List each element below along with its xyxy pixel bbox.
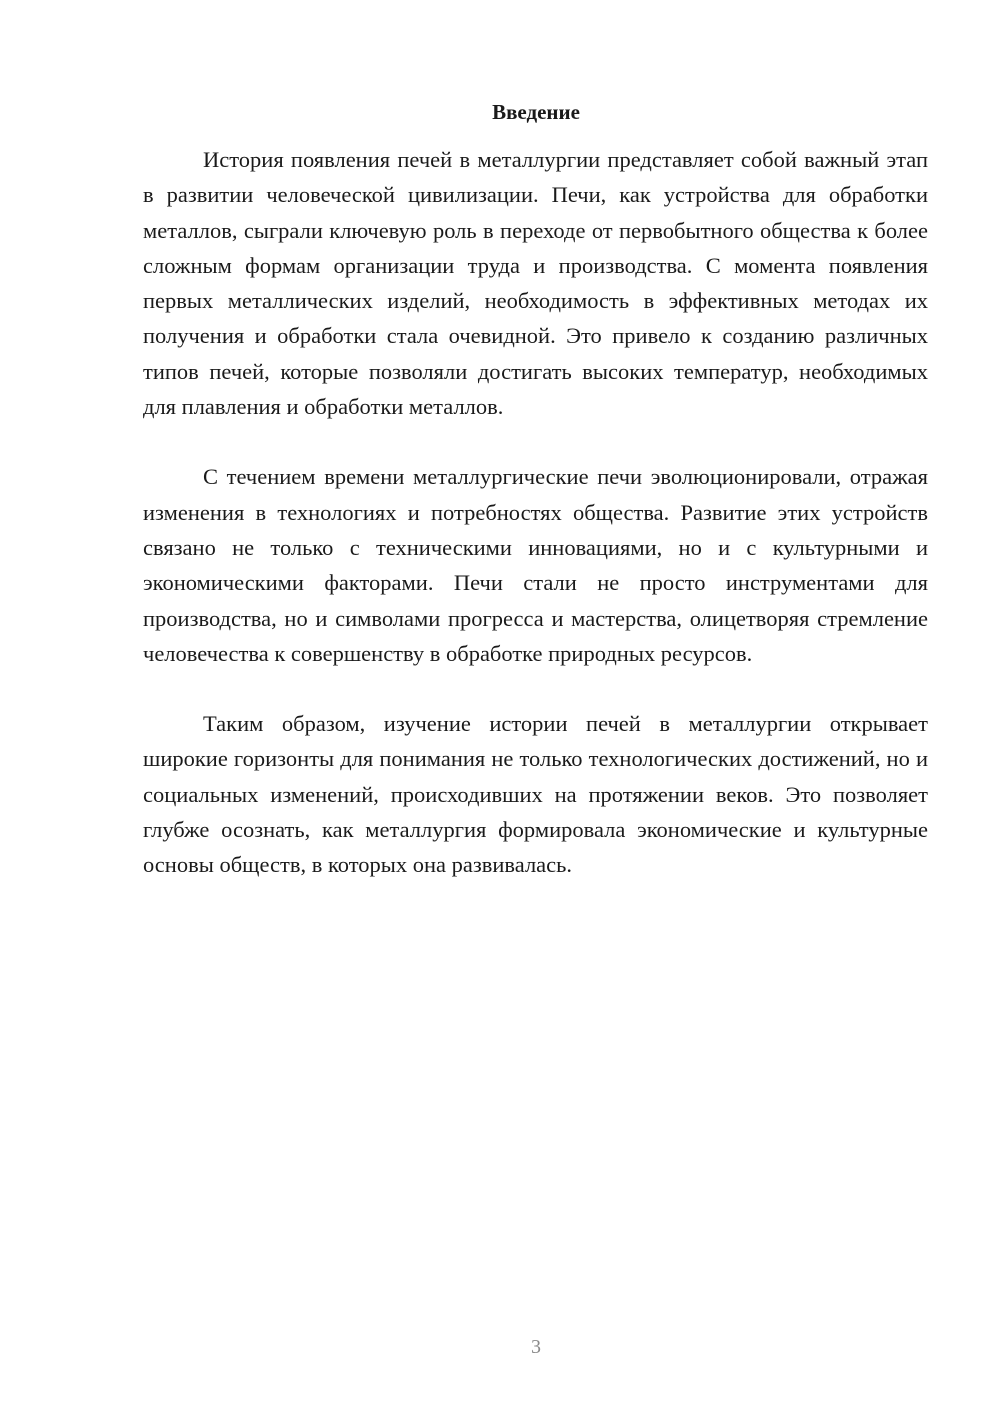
paragraph-2: С течением времени металлургические печи эволюционировали, отражая изменения в технологиях и потребностях общества. Развитие этих устройств связано не только с техническими инновациями, но и с культурными и экономическими факторами. Печи стали не просто инструментами для производства, но и символами прогресса и мастерства, олицетворяя стремление человечества к совершенству в обработке природных ресурсов.: [143, 464, 928, 666]
page-number: 3: [531, 1336, 541, 1358]
paragraph-3: Таким образом, изучение истории печей в металлургии открывает широкие горизонты для понимания не только технологических достижений, но и социальных изменений, происходивших на протяжении веков. Это позволяет глубже осознать, как металлургия формировала экономические и культурные основы обществ, в которых она развивалась.: [143, 711, 928, 878]
body-text: [143, 142, 928, 918]
paragraph-1: История появления печей в металлургии представляет собой важный этап в развитии человеческой цивилизации. Печи, как устройства для обработки металлов, сыграли ключевую роль в переходе от первобытного общества к более сложным формам организации труда и производства. С момента появления первых металлических изделий, необходимость в эффективных методах их получения и обработки стала очевидной. Это привело к созданию различных типов печей, которые позволяли достигать высоких температур, необходимых для плавления и обработки металлов.: [143, 147, 928, 420]
section-heading: Введение: [492, 100, 580, 124]
